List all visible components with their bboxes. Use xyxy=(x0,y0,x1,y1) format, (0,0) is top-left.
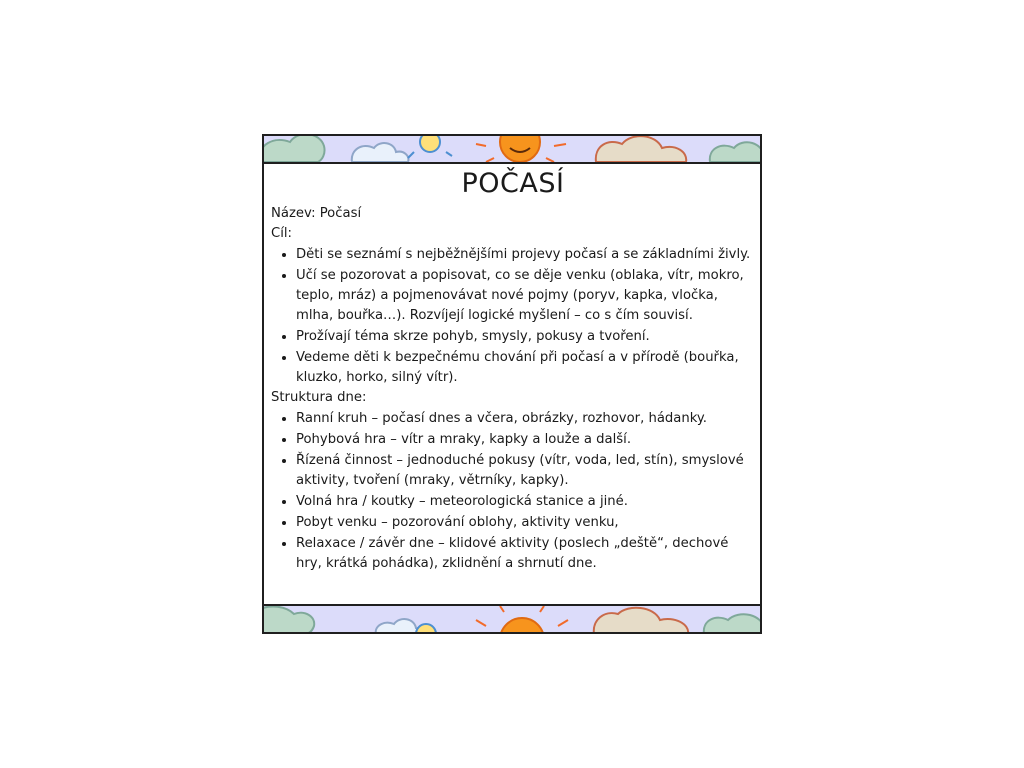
list-item: • Děti se seznámí s nejběžnějšími projevy počasí a se základními živly. xyxy=(296,244,755,265)
structure-list xyxy=(271,408,755,574)
cloud-icon xyxy=(264,136,325,162)
list-item: • Řízená činnost – jednoduché pokusy (vítr, voda, led, stín), smyslové aktivity, tvoření (mraky, větrníky, kapky). xyxy=(296,450,755,491)
name-line: Název: Počasí xyxy=(271,206,362,221)
list-item: • Pohybová hra – vítr a mraky, kapky a louže a další. xyxy=(296,429,755,450)
card-content xyxy=(271,166,755,602)
cloud-icon xyxy=(352,143,409,162)
goal-label: Cíl: xyxy=(271,226,292,241)
sun-icon xyxy=(408,136,452,158)
cloud-icon xyxy=(594,608,688,634)
cloud-icon xyxy=(264,607,314,634)
sun-icon xyxy=(476,606,568,634)
sun-icon xyxy=(476,136,566,162)
page-title: POČASÍ xyxy=(461,168,565,199)
goal-list xyxy=(271,244,755,388)
cloud-icon xyxy=(596,136,686,162)
list-item: • Relaxace / závěr dne – klidové aktivity (poslech „deště“, dechové hry, krátká pohádka), zklidnění a shrnutí dne. xyxy=(296,533,755,574)
list-item: • Pobyt venku – pozorování oblohy, aktivity venku, xyxy=(296,512,755,533)
weather-card xyxy=(262,134,762,634)
list-item: • Ranní kruh – počasí dnes a včera, obrázky, rozhovor, hádanky. xyxy=(296,408,755,429)
list-item: • Vedeme děti k bezpečnému chování při počasí a v přírodě (bouřka, kluzko, horko, silný vítr). xyxy=(296,347,755,388)
cloud-icon xyxy=(704,614,760,634)
list-item: • Prožívají téma skrze pohyb, smysly, pokusy a tvoření. xyxy=(296,326,755,347)
bottom-decor-banner xyxy=(264,604,760,634)
top-decor-banner xyxy=(264,136,760,164)
structure-label: Struktura dne: xyxy=(271,390,367,405)
list-item: • Volná hra / koutky – meteorologická stanice a jiné. xyxy=(296,491,755,512)
cloud-icon xyxy=(710,142,760,162)
list-item: • Učí se pozorovat a popisovat, co se děje venku (oblaka, vítr, mokro, teplo, mráz) a pojmenovávat nové pojmy (poryv, kapka, vločka, mlha, bouřka…). Rozvíjejí logické myšlení – co s čím souvisí. xyxy=(296,265,755,326)
sun-icon xyxy=(416,624,436,634)
